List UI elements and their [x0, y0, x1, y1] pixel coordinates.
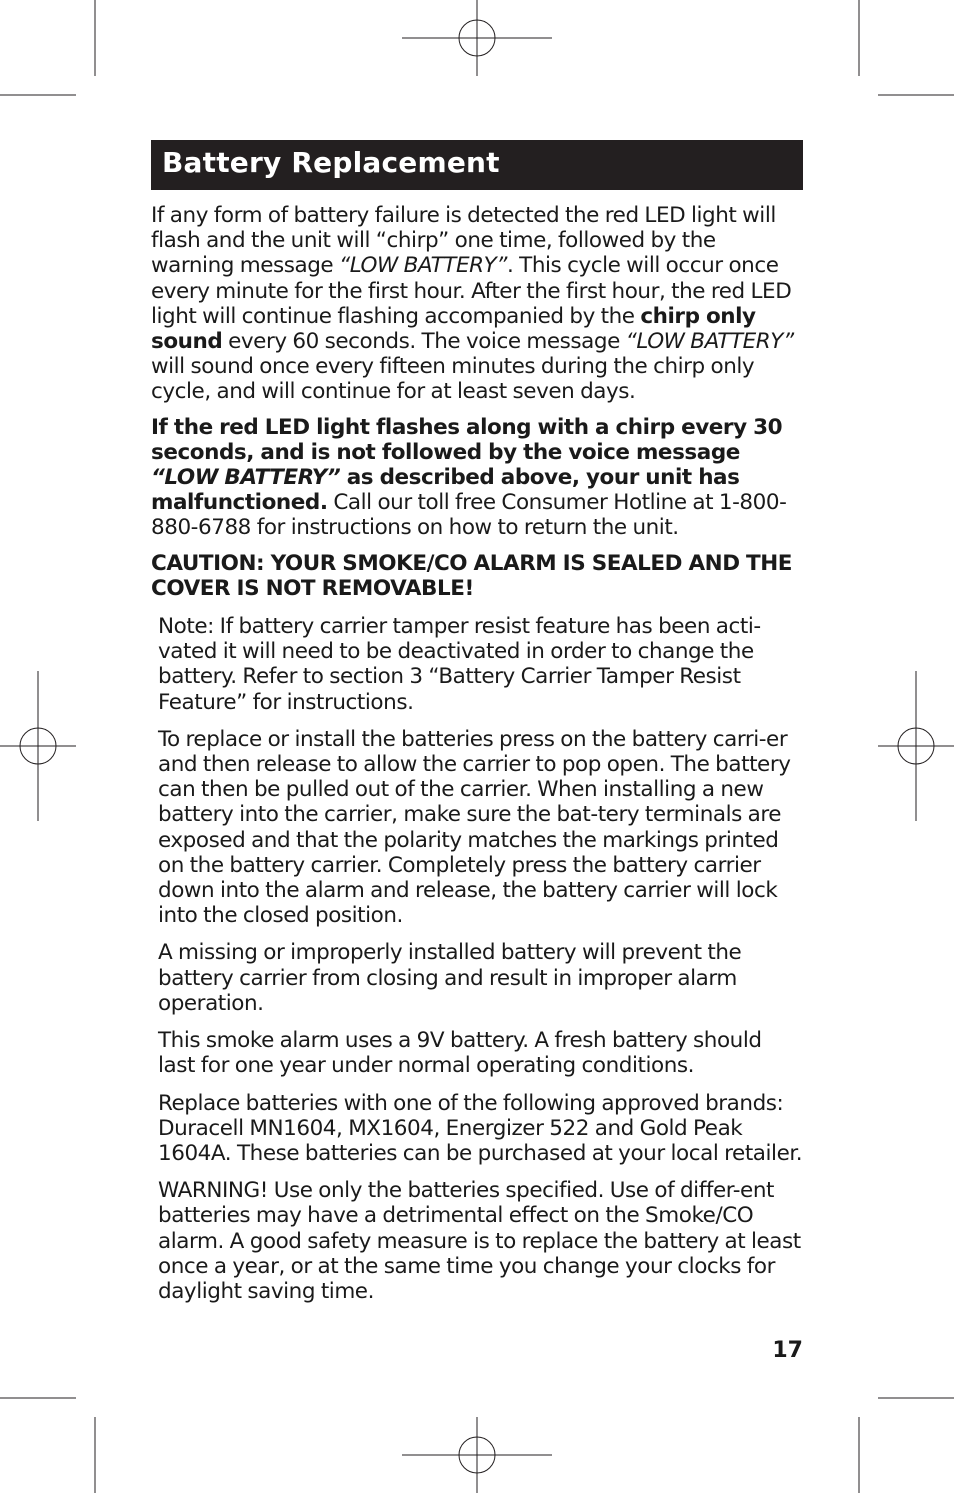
section-title: Battery Replacement: [162, 146, 500, 179]
section-header: [151, 140, 803, 190]
missing-battery-paragraph: A missing or improperly installed battery will prevent the battery carrier from closing and result in improper alarm operation.: [158, 940, 742, 1016]
battery-type-paragraph: This smoke alarm uses a 9V battery. A fresh battery should last for one year under normal operating conditions.: [158, 1028, 762, 1079]
install-paragraph: To replace or install the batteries press on the battery carri-er and then release to allow the carrier to pop open. The battery can then be pulled out of the carrier. When installing a new battery into the carrier, make sure the bat-tery terminals are exposed and that the polarity matches the markings printed on the battery carrier. Completely press the battery carrier down into the alarm and release, the battery carrier will lock into the closed position.: [158, 726, 791, 929]
page-number: 17: [772, 1338, 803, 1363]
malfunction-bold-italic: “LOW BATTERY”: [151, 465, 341, 491]
note-paragraph: Note: If battery carrier tamper resist feature has been acti-vated it will need to be deactivated in order to change the battery. Refer to section 3 “Battery Carrier Tamper Resist Feature” for instructions.: [158, 614, 761, 715]
malfunction-text: Call our toll free Consumer Hotline at 1-800-880-6788 for instructions on how to return the unit.: [151, 490, 787, 541]
malfunction-paragraph: [151, 415, 803, 541]
page-content: [151, 140, 803, 1304]
intro-text-1: If any form of battery failure is detected the red LED light will flash and the unit will “chirp” one time, followed by the warning message: [151, 203, 776, 279]
intro-text-3: every 60 seconds. The voice message: [222, 329, 626, 355]
approved-brands-paragraph: Replace batteries with one of the following approved brands: Duracell MN1604, MX1604, Energizer 522 and Gold Peak 1604A. These batteries can be purchased at your local retailer.: [158, 1090, 803, 1166]
intro-strong-1: chirp only sound: [151, 303, 756, 355]
malfunction-bold-1: If the red LED light flashes along with a chirp every 30 seconds, and is not followed by the voice message: [151, 414, 783, 465]
caution-paragraph: [151, 551, 803, 601]
warning-paragraph: WARNING! Use only the batteries specified. Use of differ-ent batteries may have a detrimental effect on the Smoke/CO alarm. A good safety measure is to replace the battery at least once a year, or at the same time you change your clocks for daylight saving time.: [158, 1178, 801, 1304]
caution-text: CAUTION: YOUR SMOKE/CO ALARM IS SEALED AND THE COVER IS NOT REMOVABLE!: [151, 550, 793, 601]
malfunction-bold-2: as described above, your unit has malfunctioned.: [151, 465, 740, 516]
intro-text-4: will sound once every fifteen minutes during the chirp only cycle, and will continue for at least seven days.: [151, 354, 755, 405]
intro-text-2: . This cycle will occur once every minute for the first hour. After the first hour, the red LED light will continue flashing accompanied by the: [151, 253, 792, 329]
intro-emphasis-2: “LOW BATTERY”: [625, 329, 794, 355]
intro-paragraph: [151, 203, 803, 405]
intro-emphasis-1: “LOW BATTERY”: [339, 253, 507, 279]
